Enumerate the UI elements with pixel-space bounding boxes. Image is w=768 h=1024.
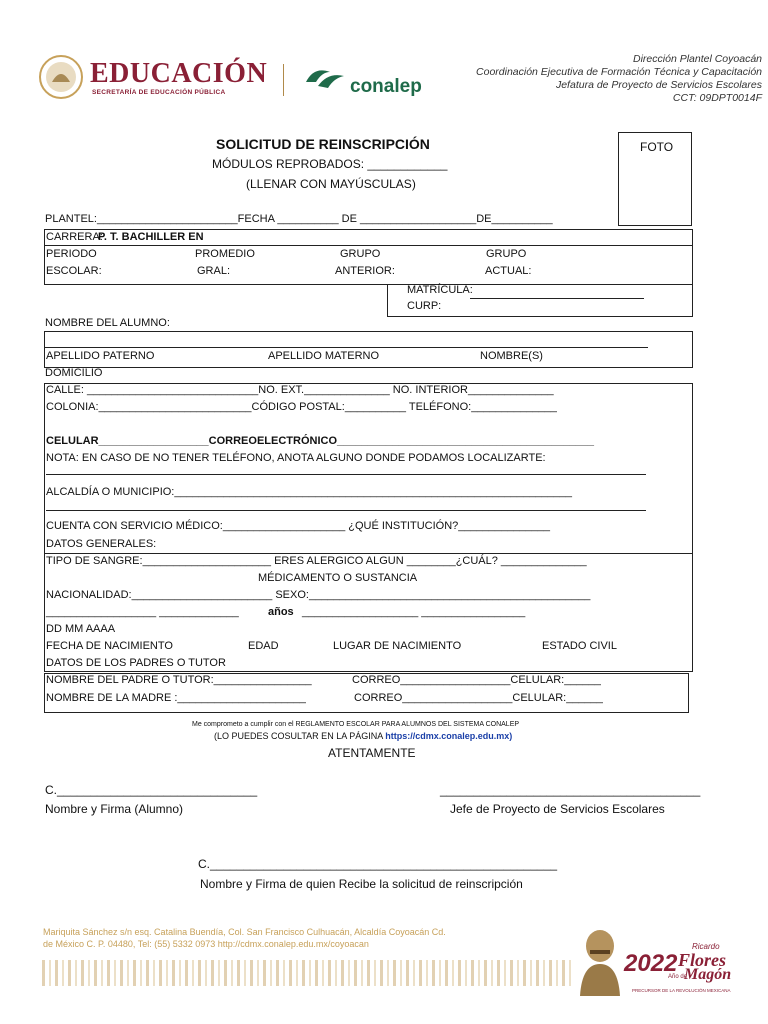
celular-correo-field[interactable]: CELULAR__________________CORREOELECTRÓNICO__________________________________________ (46, 435, 594, 447)
periodo-label: PERIODO (46, 248, 97, 260)
madre-nombre-field[interactable]: NOMBRE DE LA MADRE :_____________________ (46, 692, 306, 704)
header-right-block (476, 53, 762, 105)
plantel-field[interactable]: PLANTEL:_______________________FECHA __________ DE ___________________DE__________ (45, 213, 553, 225)
alcaldia-field[interactable]: ALCALDÍA O MUNICIPIO:_________________________________________________________________ (46, 486, 573, 498)
magon-label: Magón (684, 966, 732, 983)
nota-text: NOTA: EN CASO DE NO TENER TELÉFONO, ANOTA ALGUNO DONDE PODAMOS LOCALIZARTE: (46, 452, 546, 464)
firma-alumno-line[interactable]: C.______________________________ (45, 783, 258, 797)
sep-seal-icon (38, 54, 84, 105)
calle-field[interactable]: CALLE: ____________________________NO. EXT.______________ NO. INTERIOR______________ (46, 384, 554, 396)
firma-recibe-label: Nombre y Firma de quien Recibe la solicitud de reinscripción (200, 877, 523, 891)
gral-field[interactable]: GRAL: (197, 265, 231, 277)
grupo-actual-label: GRUPO (486, 248, 527, 260)
fecha-blanks[interactable]: __________________ _____________ (46, 606, 239, 618)
flores-magon-portrait-icon (572, 924, 628, 1001)
matricula-field[interactable]: MATRÍCULA: (407, 284, 473, 296)
alcaldia-extra-line[interactable] (46, 510, 646, 511)
colonia-field[interactable]: COLONIA:_________________________CÓDIGO POSTAL:__________ TELÉFONO:______________ (46, 401, 557, 413)
grupo-anterior-label: GRUPO (340, 248, 381, 260)
header-divider (283, 64, 284, 96)
carrera-label: CARRERA: (46, 231, 103, 243)
year-2022: 2022 (624, 950, 678, 977)
date-format-label: DD MM AAAA (46, 623, 116, 635)
firma-alumno-label: Nombre y Firma (Alumno) (45, 802, 184, 816)
datos-generales-label: DATOS GENERALES: (46, 538, 157, 550)
header-line: Dirección Plantel Coyoacán (633, 53, 762, 65)
edu-subtitle: SECRETARÍA DE EDUCACIÓN PÚBLICA (92, 89, 226, 96)
edu-title: EDUCACIÓN (90, 58, 268, 89)
footer-address (43, 926, 446, 950)
apellido-paterno-label: APELLIDO PATERNO (46, 350, 155, 362)
conalep-title: conalep (350, 76, 422, 97)
conalep-url-link[interactable]: https://cdmx.conalep.edu.mx) (385, 731, 513, 741)
promedio-label: PROMEDIO (195, 248, 255, 260)
decorative-border-icon (42, 960, 572, 986)
conalep-logo-icon (302, 62, 348, 99)
nacionalidad-sexo-field[interactable]: NACIONALIDAD:_______________________ SEXO:______________________________________________ (46, 589, 591, 601)
fecha-nacimiento-label: FECHA DE NACIMIENTO (46, 640, 173, 652)
tipo-sangre-field[interactable]: TIPO DE SANGRE:_____________________ ERES ALERGICO ALGUN ________¿CUÁL? ______________ (46, 555, 587, 567)
ricardo-label: Ricardo (692, 942, 720, 951)
matricula-underline (470, 298, 644, 299)
header-line: Jefatura de Proyecto de Servicios Escolares (555, 79, 762, 91)
nombre-alumno-line (44, 347, 648, 348)
anos-label: años (268, 606, 294, 618)
carrera-value[interactable]: P. T. BACHILLER EN (98, 231, 204, 243)
anio-de: Año de (668, 974, 688, 980)
lugar-estado-blanks[interactable]: ___________________ _________________ (302, 606, 526, 618)
medicamento-label: MÉDICAMENTO O SUSTANCIA (258, 572, 418, 584)
photo-box[interactable] (618, 132, 692, 226)
form-title: SOLICITUD DE REINSCRIPCIÓN (216, 136, 430, 152)
firma-recibe-line[interactable]: C.____________________________________________________ (198, 857, 558, 871)
actual-field[interactable]: ACTUAL: (485, 265, 532, 277)
padre-correo-celular-field[interactable]: CORREO__________________CELULAR:______ (352, 674, 601, 686)
modulos-reprobados: MÓDULOS REPROBADOS: ____________ (212, 157, 448, 171)
nombres-label: NOMBRE(S) (480, 350, 543, 362)
firma-jefe-line[interactable]: _______________________________________ (440, 783, 701, 797)
edad-label: EDAD (248, 640, 279, 652)
jefe-label: Jefe de Proyecto de Servicios Escolares (450, 802, 665, 816)
nota-line[interactable] (46, 474, 646, 475)
header-line: Coordinación Ejecutiva de Formación Técnica y Capacitación (476, 66, 762, 78)
domicilio-label: DOMICILIO (45, 367, 103, 379)
padre-nombre-field[interactable]: NOMBRE DEL PADRE O TUTOR:________________ (46, 674, 312, 686)
lugar-nacimiento-label: LUGAR DE NACIMIENTO (333, 640, 462, 652)
servicio-medico-field[interactable]: CUENTA CON SERVICIO MÉDICO:____________________ ¿QUÉ INSTITUCIÓN?_______________ (46, 520, 551, 532)
compromiso-text: Me comprometo a cumplir con el REGLAMENTO ESCOLAR PARA ALUMNOS DEL SISTEMA CONALEP (192, 721, 520, 728)
footer-line: de México C. P. 04480, Tel: (55) 5332 0973 http://cdmx.conalep.edu.mx/coyoacan (43, 939, 369, 949)
nombre-alumno-label: NOMBRE DEL ALUMNO: (45, 317, 170, 329)
llenar-instruction: (LLENAR CON MAYÚSCULAS) (246, 177, 416, 191)
anterior-field[interactable]: ANTERIOR: (335, 265, 395, 277)
precursor-label: PRECURSOR DE LA REVOLUCIÓN MEXICANA (632, 988, 731, 993)
apellido-materno-label: APELLIDO MATERNO (268, 350, 380, 362)
flores-label: Flores (678, 950, 727, 970)
atentamente-text: ATENTAMENTE (328, 746, 416, 760)
photo-label: FOTO (640, 140, 674, 154)
consulta-text (214, 731, 512, 741)
escolar-field[interactable]: ESCOLAR: (46, 265, 102, 277)
curp-field[interactable]: CURP: (407, 300, 442, 312)
estado-civil-label: ESTADO CIVIL (542, 640, 617, 652)
consulta-label: (LO PUEDES COSULTAR EN LA PÁGINA (214, 731, 383, 741)
madre-correo-celular-field[interactable]: CORREO__________________CELULAR:______ (354, 692, 603, 704)
footer-line: Mariquita Sánchez s/n esq. Catalina Buendía, Col. San Francisco Culhuacán, Alcaldía Coyoacán Cd. (43, 927, 446, 937)
datos-padres-label: DATOS DE LOS PADRES O TUTOR (46, 657, 226, 669)
header-line: CCT: 09DPT0014F (672, 92, 762, 104)
